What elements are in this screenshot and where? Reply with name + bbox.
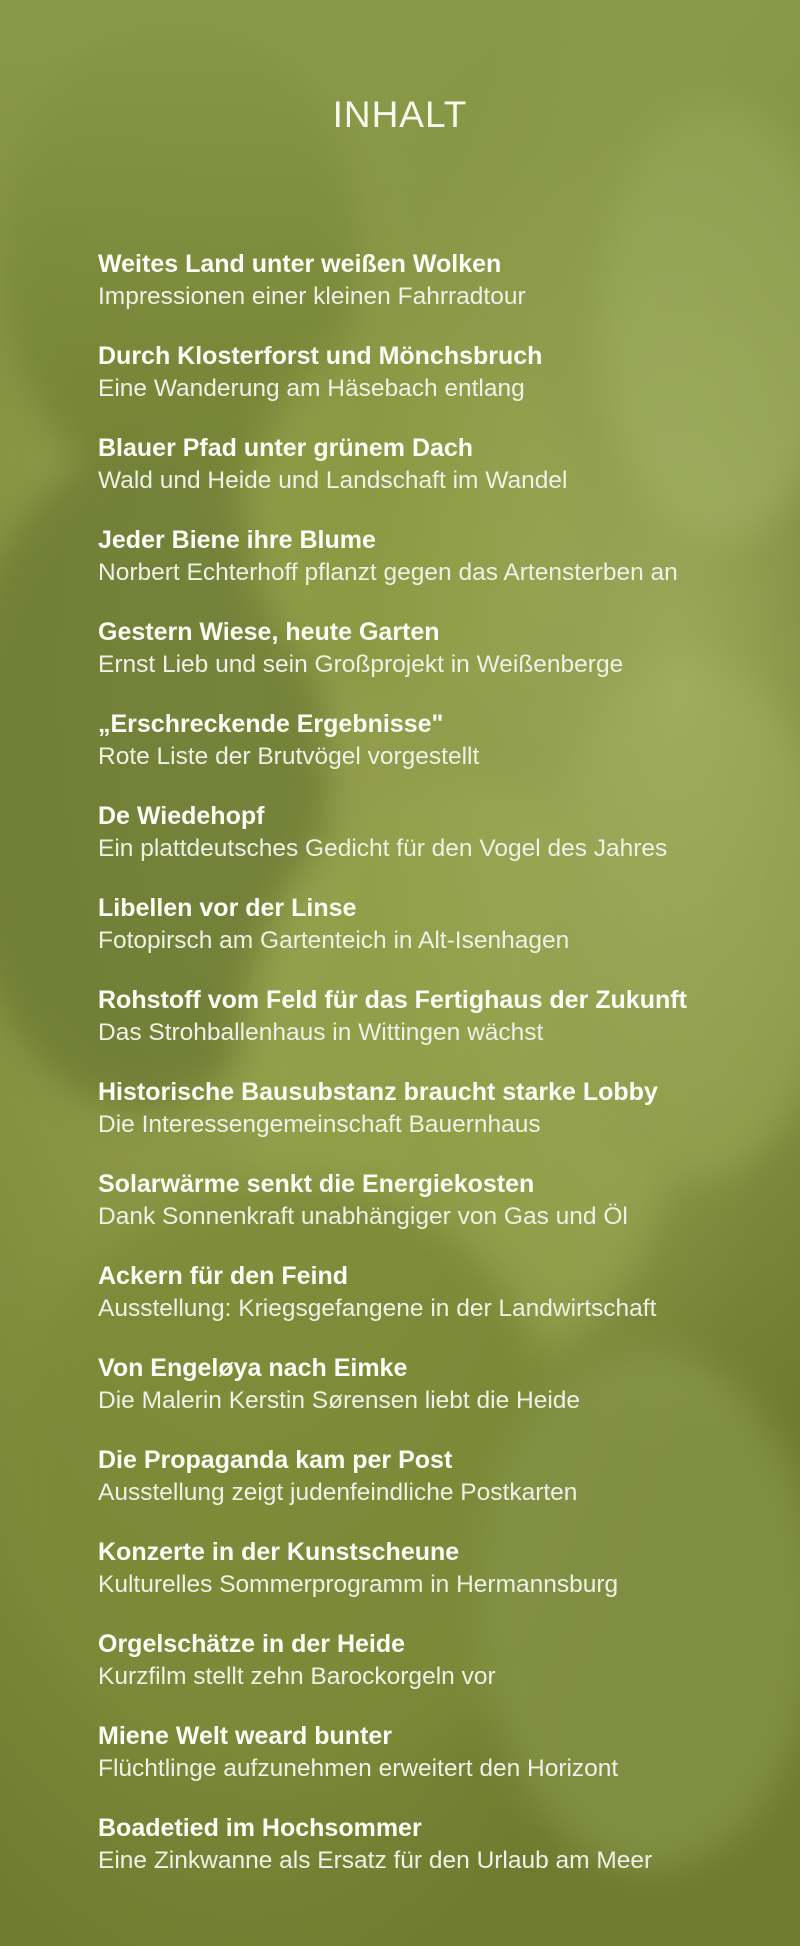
toc-entry-title: Blauer Pfad unter grünem Dach xyxy=(98,434,474,462)
toc-entry-title: Historische Bausubstanz braucht starke Lobby xyxy=(98,1078,658,1106)
toc-entry-subtitle: Ausstellung: Kriegsgefangene in der Landwirtschaft xyxy=(98,1295,657,1322)
toc-entry xyxy=(98,524,788,616)
toc-entry xyxy=(98,1536,788,1628)
toc-entry-title: Von Engeløya nach Eimke xyxy=(98,1354,408,1382)
toc-entry-subtitle: Kurzfilm stellt zehn Barockorgeln vor xyxy=(98,1663,496,1690)
toc-entry xyxy=(98,892,788,984)
toc-entry-subtitle: Norbert Echterhoff pflanzt gegen das Artensterben an xyxy=(98,559,678,586)
toc-entry-title: De Wiedehopf xyxy=(98,802,265,830)
toc-entry-title: Ackern für den Feind xyxy=(98,1262,349,1290)
toc-entry-subtitle: Ausstellung zeigt judenfeindliche Postkarten xyxy=(98,1479,578,1506)
toc-entry xyxy=(98,1628,788,1720)
page-title: INHALT xyxy=(332,94,468,135)
toc-entry-subtitle: Flüchtlinge aufzunehmen erweitert den Horizont xyxy=(98,1755,619,1782)
toc-entry-subtitle: Ein plattdeutsches Gedicht für den Vogel des Jahres xyxy=(98,835,668,862)
toc-entry-subtitle: Wald und Heide und Landschaft im Wandel xyxy=(98,467,568,494)
toc-entry-subtitle: Impressionen einer kleinen Fahrradtour xyxy=(98,283,526,310)
toc-entry-subtitle: Ernst Lieb und sein Großprojekt in Weißenberge xyxy=(98,651,624,678)
toc-entry-subtitle: Kulturelles Sommerprogramm in Hermannsburg xyxy=(98,1571,619,1598)
toc-entry-subtitle: Eine Wanderung am Häsebach entlang xyxy=(98,375,525,402)
toc-entry-title: Rohstoff vom Feld für das Fertighaus der Zukunft xyxy=(98,986,687,1014)
toc-entry xyxy=(98,616,788,708)
toc-entry-subtitle: Fotopirsch am Gartenteich in Alt-Isenhagen xyxy=(98,927,570,954)
toc-entry xyxy=(98,432,788,524)
toc-entry-title: Libellen vor der Linse xyxy=(98,894,357,922)
toc-entry xyxy=(98,1168,788,1260)
toc-entry xyxy=(98,1444,788,1536)
toc-entry-title: Durch Klosterforst und Mönchsbruch xyxy=(98,342,543,370)
toc-entry-subtitle: Dank Sonnenkraft unabhängiger von Gas und Öl xyxy=(98,1203,628,1230)
toc-entry-subtitle: Die Interessengemeinschaft Bauernhaus xyxy=(98,1111,541,1138)
toc-entry xyxy=(98,800,788,892)
toc-entry xyxy=(98,1260,788,1352)
toc-entry-title: Boadetied im Hochsommer xyxy=(98,1814,422,1842)
toc-entry xyxy=(98,248,788,340)
toc-entry-title: Jeder Biene ihre Blume xyxy=(98,526,376,554)
toc-entry xyxy=(98,1720,788,1812)
toc-entry xyxy=(98,984,788,1076)
toc-entry-subtitle: Die Malerin Kerstin Sørensen liebt die Heide xyxy=(98,1387,581,1414)
toc-entry-subtitle: Eine Zinkwanne als Ersatz für den Urlaub am Meer xyxy=(98,1847,653,1874)
toc-entry xyxy=(98,1352,788,1444)
toc-entry xyxy=(98,1812,788,1904)
toc-entry-subtitle: Das Strohballenhaus in Wittingen wächst xyxy=(98,1019,544,1046)
toc-entry-subtitle: Rote Liste der Brutvögel vorgestellt xyxy=(98,743,480,770)
toc-entry xyxy=(98,340,788,432)
toc-entry-title: Solarwärme senkt die Energiekosten xyxy=(98,1170,535,1198)
toc-entry-title: Gestern Wiese, heute Garten xyxy=(98,618,440,646)
toc-entry xyxy=(98,1076,788,1168)
toc-entry-title: Miene Welt weard bunter xyxy=(98,1722,393,1750)
toc-entry-title: Die Propaganda kam per Post xyxy=(98,1446,453,1474)
toc-entry xyxy=(98,708,788,800)
toc-entry-title: „Erschreckende Ergebnisse" xyxy=(98,710,444,738)
toc-entry-title: Orgelschätze in der Heide xyxy=(98,1630,406,1658)
toc-list xyxy=(98,248,788,1904)
toc-entry-title: Weites Land unter weißen Wolken xyxy=(98,250,502,278)
toc-entry-title: Konzerte in der Kunstscheune xyxy=(98,1538,460,1566)
